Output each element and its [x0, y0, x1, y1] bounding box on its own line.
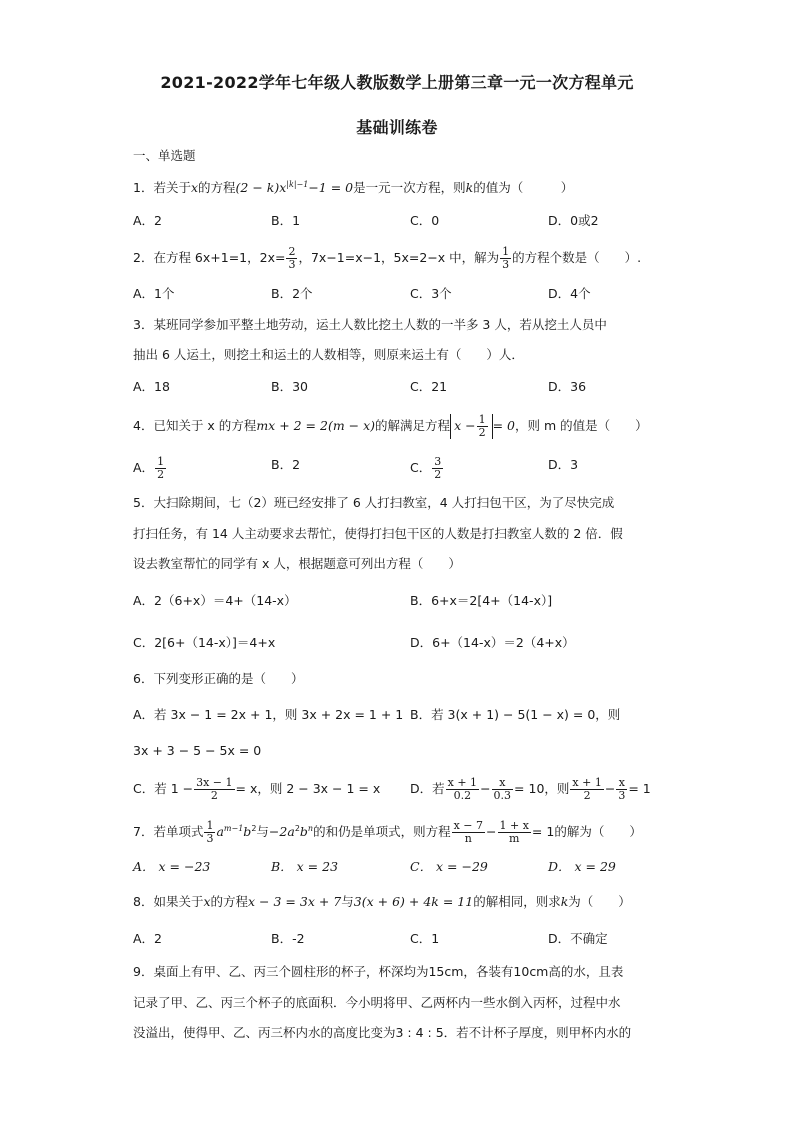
q3-option-b[interactable]: B．30	[271, 379, 308, 394]
q6-option-b-continued: 3x + 3 − 5 − 5x = 0	[133, 743, 262, 758]
q1-option-a[interactable]: A．2	[133, 213, 163, 228]
q4-opt-c-den: 2	[434, 468, 442, 481]
q2-f2-denominator: 3	[502, 258, 510, 271]
q1-option-b[interactable]: B．1	[271, 213, 301, 228]
question-3-line-2: 抽出 6 人运土，则挖土和运土的人数相等，则原来运土有（ ）人．	[133, 347, 524, 362]
q2-mid: ，7x−1=x−1，5x=2−x 中，解为	[298, 250, 500, 265]
q8-and: 与	[341, 894, 354, 909]
q7-term1: a	[216, 824, 224, 840]
q6-opt-d-end: = 1	[628, 781, 651, 796]
q6-opt-d-minus-2: −	[604, 781, 616, 796]
q8-mid: 的方程	[210, 894, 249, 909]
q6-opt-d-f4n: x	[616, 777, 627, 790]
q2-f1-numerator: 2	[288, 245, 296, 258]
q4-f-denominator: 2	[478, 426, 486, 439]
q5-option-c[interactable]: C．2[6+（14-x）]＝4+x	[133, 635, 276, 650]
q1-option-d[interactable]: D．0或2	[548, 213, 599, 228]
q2-option-d[interactable]: D．4个	[548, 286, 591, 301]
q1-end: 的值为（ ）	[473, 180, 574, 196]
q7-f1d: n	[464, 832, 472, 846]
question-8	[133, 893, 631, 911]
page-title: 2021-2022学年七年级人教版数学上册第三章一元一次方程单元	[160, 73, 634, 92]
q8-option-c[interactable]: C．1	[410, 931, 440, 946]
q6-opt-d-mid: = 10，则	[514, 781, 570, 796]
question-3-line-1: 3．某班同学参加平整土地劳动，运土人数比挖土人数的一半多 3 人，若从挖土人员中	[133, 317, 607, 332]
q7-end: = 1的解为（ ）	[531, 824, 642, 840]
q6-opt-c-post: = x，则 2 − 3x − 1 = x	[235, 781, 381, 796]
q7-term2: −2a	[268, 824, 295, 840]
question-6: 6．下列变形正确的是（ ）	[133, 671, 304, 686]
q2-fraction-1	[286, 246, 297, 271]
q7-c-den: 3	[206, 832, 214, 846]
page-subtitle: 基础训练卷	[356, 118, 438, 137]
q6-opt-d-fraction-2	[492, 777, 514, 802]
q2-option-a[interactable]: A．1个	[133, 286, 175, 301]
q7-term2b: b	[299, 824, 308, 840]
q1-equation-tail: −1 = 0	[308, 180, 354, 196]
q7-option-d[interactable]: D． x = 29	[548, 859, 616, 874]
q7-exp1b: 2	[251, 824, 257, 833]
question-4	[133, 414, 648, 439]
q4-prefix: 4．已知关于 x 的方程	[133, 418, 257, 433]
q2-option-c[interactable]: C．3个	[410, 286, 452, 301]
q8-eq1: x − 3 = 3x + 7	[248, 894, 342, 909]
q6-option-b[interactable]: B．若 3(x + 1) − 5(1 − x) = 0，则	[410, 707, 621, 722]
q4-opt-c-label: C．	[410, 460, 432, 475]
q5-option-d[interactable]: D．6+（14-x）＝2（4+x）	[410, 635, 575, 650]
q8-eq2: 3(x + 6) + 4k = 11	[353, 894, 474, 909]
q6-option-a[interactable]: A．若 3x − 1 = 2x + 1，则 3x + 2x = 1 + 1	[133, 707, 404, 722]
q2-f2-numerator: 1	[502, 245, 510, 258]
q7-term1b: b	[243, 824, 252, 840]
q7-mid: 的和仍是单项式，则方程	[313, 824, 451, 840]
q4-option-c[interactable]	[410, 456, 444, 481]
q4-equation: mx + 2 = 2(m − x)	[256, 418, 376, 433]
q7-f1n: x − 7	[453, 819, 484, 833]
q2-fraction-2	[500, 246, 511, 271]
q6-opt-d-f1d: 0.2	[453, 789, 472, 802]
q4-abs-tail: = 0	[492, 418, 515, 433]
q7-f2d: m	[508, 832, 520, 846]
q6-opt-d-pre: D．若	[410, 781, 445, 796]
q4-end: ，则 m 的值是（ ）	[514, 418, 648, 433]
q4-fraction	[477, 414, 488, 439]
question-1	[133, 176, 573, 197]
q1-equation: (2 − k)x	[235, 180, 287, 196]
q6-opt-d-f4d: 3	[618, 789, 626, 802]
q4-absolute-value	[450, 414, 493, 439]
question-5-line-1: 5．大扫除期间，七（2）班已经安排了 6 人打扫教室，4 人打扫包干区，为了尽快完成	[133, 495, 615, 510]
q6-opt-d-f3n: x + 1	[572, 776, 602, 789]
q4-opt-c-fraction	[432, 456, 443, 481]
q8-option-d[interactable]: D．不确定	[548, 931, 608, 946]
q6-opt-c-den: 2	[210, 789, 218, 802]
question-2	[133, 246, 641, 271]
q1-var: x	[190, 180, 199, 196]
q1-option-c[interactable]: C．0	[410, 213, 440, 228]
q6-opt-d-f2n: x	[492, 777, 514, 790]
q7-option-b[interactable]: B． x = 23	[271, 859, 339, 874]
question-7	[133, 820, 642, 845]
q7-minus: −	[486, 824, 497, 840]
q8-option-a[interactable]: A．2	[133, 931, 163, 946]
q8-end2: 为（ ）	[568, 894, 631, 909]
q6-opt-d-fraction-3	[570, 777, 603, 802]
q7-exp2b: n	[307, 824, 314, 833]
q7-c-num: 1	[206, 819, 214, 833]
question-5-line-3: 设去教室帮忙的同学有 x 人，根据题意可列出方程（ ）	[133, 556, 461, 571]
question-9-line-2: 记录了甲、乙、丙三个杯子的底面积．今小明将甲、乙两杯内一些水倒入丙杯，过程中水	[133, 995, 621, 1010]
q4-option-b[interactable]: B．2	[271, 457, 301, 472]
q1-exponent: |k|−1	[286, 180, 309, 189]
q6-opt-c-pre: C．若 1 −	[133, 781, 194, 796]
q1-prefix: 1．若关于	[133, 180, 191, 196]
question-5-line-2: 打扫任务，有 14 人主动要求去帮忙，使得打扫包干区的人数是打扫教室人数的 2 倍．假	[133, 526, 623, 541]
q6-opt-d-fraction-1	[446, 777, 479, 802]
q7-option-a[interactable]: A． x = −23	[133, 859, 211, 874]
q6-opt-d-fraction-4	[616, 777, 627, 802]
q2-option-b[interactable]: B．2个	[271, 286, 313, 301]
q1-suffix: 是一元一次方程，则	[353, 180, 466, 196]
q2-end: 的方程个数是（ ）.	[512, 250, 642, 265]
q6-opt-c-num: 3x − 1	[196, 776, 233, 789]
q8-end: 的解相同，则求	[473, 894, 561, 909]
q4-option-d[interactable]: D．3	[548, 457, 579, 472]
q7-prefix: 7．若单项式	[133, 824, 204, 840]
q7-option-c[interactable]: C． x = −29	[410, 859, 488, 874]
q1-mid: 的方程	[198, 180, 236, 196]
q5-option-b[interactable]: B．6+x＝2[4+（14-x）]	[410, 593, 553, 608]
q7-exp1: m−1	[223, 824, 244, 833]
q6-option-d[interactable]	[410, 777, 651, 802]
q6-opt-d-f2d: 0.3	[493, 789, 512, 802]
q3-option-c[interactable]: C．21	[410, 379, 448, 394]
q4-abs-left: x −	[454, 418, 476, 433]
q6-opt-d-minus: −	[480, 781, 491, 796]
q4-opt-a-den: 2	[157, 468, 165, 481]
q1-k: k	[465, 180, 474, 196]
q7-fraction-2	[498, 820, 531, 845]
q4-opt-a-fraction	[155, 456, 166, 481]
q4-opt-a-label: A．	[133, 460, 155, 475]
q3-option-d[interactable]: D．36	[548, 379, 587, 394]
q6-opt-c-fraction	[194, 777, 234, 802]
question-9-line-1: 9．桌面上有甲、乙、丙三个圆柱形的杯子，杯深均为15cm，各装有10cm高的水，且表	[133, 964, 624, 979]
q8-option-b[interactable]: B．-2	[271, 931, 305, 946]
q4-opt-a-num: 1	[157, 455, 165, 468]
q6-option-c[interactable]	[133, 777, 380, 802]
q5-option-a[interactable]: A．2（6+x）＝4+（14-x）	[133, 593, 297, 608]
q4-mid: 的解满足方程	[375, 418, 451, 433]
q8-k: k	[560, 894, 569, 909]
q8-var: x	[203, 894, 211, 909]
q6-opt-d-f3d: 2	[583, 789, 591, 802]
q4-f-numerator: 1	[478, 413, 486, 426]
q7-and: 与	[256, 824, 269, 840]
q3-option-a[interactable]: A．18	[133, 379, 170, 394]
q2-f1-denominator: 3	[288, 258, 296, 271]
q7-coefficient	[204, 820, 215, 845]
q7-fraction-1	[452, 820, 485, 845]
q7-exp2: 2	[294, 824, 300, 833]
q4-option-a[interactable]	[133, 456, 167, 481]
q8-prefix: 8．如果关于	[133, 894, 204, 909]
q6-opt-d-f1n: x + 1	[447, 776, 478, 789]
q7-f2n: 1 + x	[499, 819, 529, 833]
question-9-line-3: 没溢出，使得甲、乙、丙三杯内水的高度比变为3 : 4 : 5．若不计杯子厚度，则甲杯内水的	[133, 1025, 632, 1040]
q4-opt-c-num: 3	[434, 455, 442, 468]
section-heading: 一、单选题	[133, 148, 196, 163]
q2-prefix: 2．在方程 6x+1=1，2x=	[133, 250, 286, 265]
